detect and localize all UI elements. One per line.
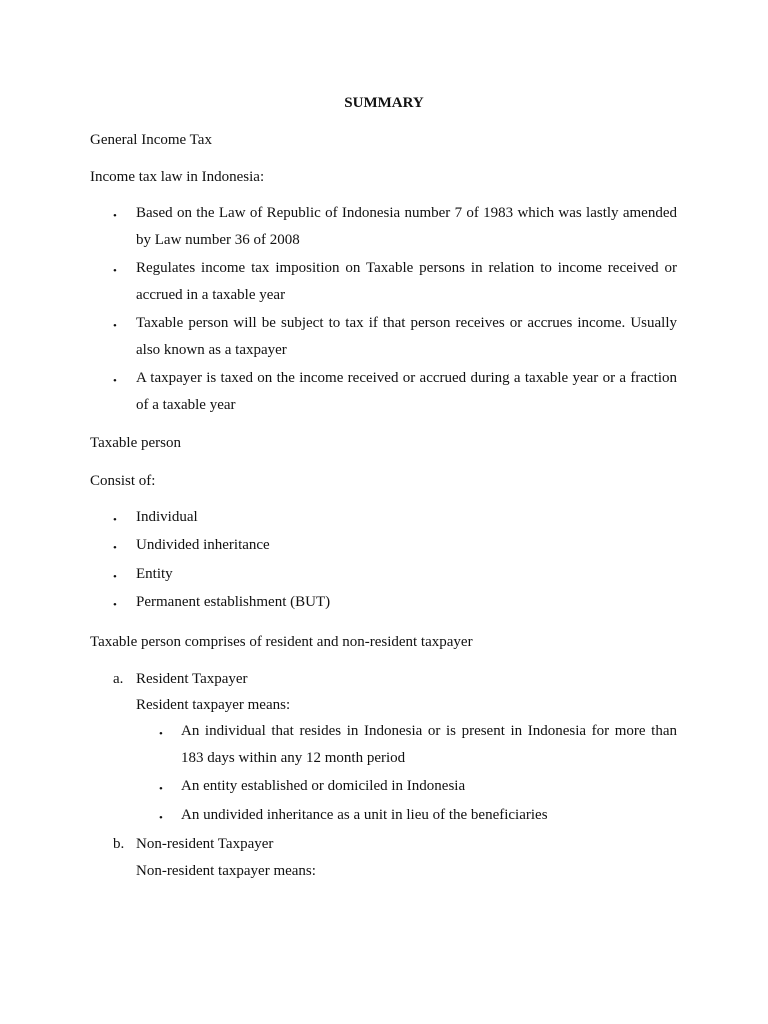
intro-consist-of: Consist of: [90,473,156,489]
heading-taxable-person: Taxable person [90,435,181,451]
consist-bullet-item: Undivided inheritance [136,537,270,553]
bullet-icon: • [113,571,117,583]
bullet-icon: • [113,542,117,554]
law-bullet-item: A taxpayer is taxed on the income received or accrued during a taxable year or a fraction of a taxable year [136,370,677,413]
bullet-icon: • [113,514,117,526]
consist-bullet-item: Individual [136,509,198,525]
heading-resident-taxpayer: Resident Taxpayer [136,671,248,687]
heading-general-income-tax: General Income Tax [90,132,212,148]
law-bullet-item: Taxable person will be subject to tax if that person receives or accrues income. Usually also known as a taxpayer [136,315,677,358]
page-title: SUMMARY [344,95,424,111]
list-marker-b: b. [113,836,125,852]
resident-means: Resident taxpayer means: [136,697,291,713]
non-resident-means: Non-resident taxpayer means: [136,863,316,879]
law-bullet-item: Based on the Law of Republic of Indonesia number 7 of 1983 which was lastly amended by Law number 36 of 2008 [136,205,677,248]
consist-bullet-item: Permanent establishment (BUT) [136,594,331,610]
heading-non-resident-taxpayer: Non-resident Taxpayer [136,836,274,852]
resident-bullet-item: An individual that resides in Indonesia or is present in Indonesia for more than 183 days within any 12 month period [181,723,677,766]
resident-bullet-item: An entity established or domiciled in Indonesia [181,778,466,794]
bullet-icon: • [113,375,117,387]
bullet-icon: • [159,728,163,740]
bullet-icon: • [159,783,163,795]
bullet-icon: • [113,265,117,277]
list-marker-a: a. [113,671,124,687]
intro-income-tax-law: Income tax law in Indonesia: [90,169,265,185]
bullet-icon: • [159,812,163,824]
consist-bullet-item: Entity [136,566,173,582]
resident-bullet-item: An undivided inheritance as a unit in lieu of the beneficiaries [181,807,548,823]
bullet-icon: • [113,320,117,332]
law-bullet-item: Regulates income tax imposition on Taxable persons in relation to income received or accrued in a taxable year [136,260,677,303]
bullet-icon: • [113,599,117,611]
paragraph-comprises: Taxable person comprises of resident and non-resident taxpayer [90,634,473,650]
bullet-icon: • [113,210,117,222]
